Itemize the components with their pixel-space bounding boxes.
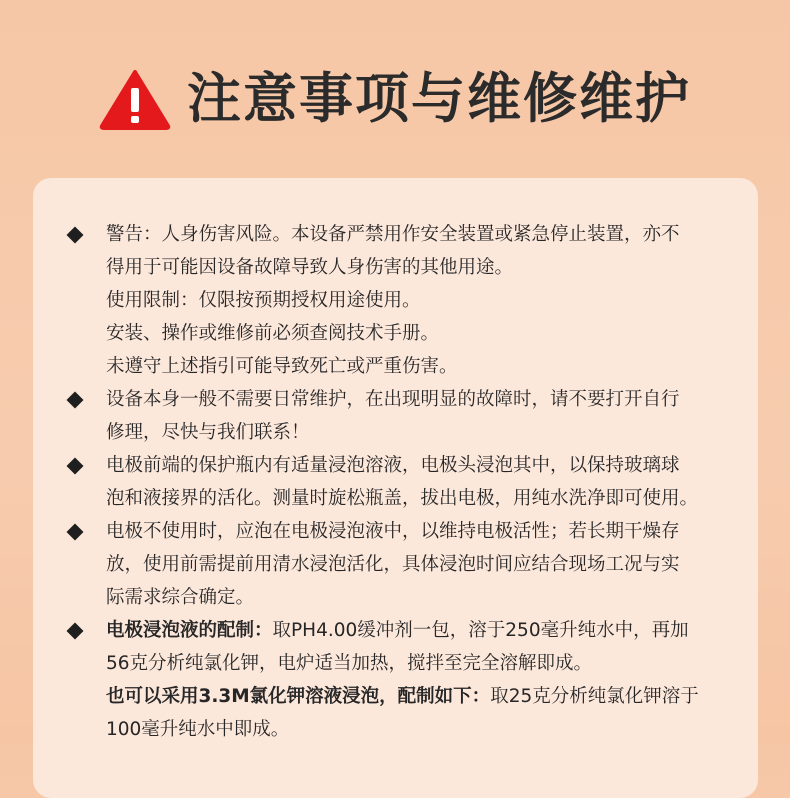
diamond-bullet-icon <box>67 392 84 409</box>
list-item-line: 电极不使用时，应泡在电极浸泡液中，以维持电极活性；若长期干燥存 <box>106 521 680 542</box>
list-item-line <box>106 680 699 713</box>
list-item-line: 使用限制：仅限按预期授权用途使用。 <box>106 290 421 311</box>
list-item-line <box>106 614 689 647</box>
warning-triangle-icon <box>99 68 171 130</box>
alt-solution-heading: 也可以采用3.3M氯化钾溶液浸泡，配制如下： <box>106 686 491 707</box>
page-title: 注意事项与维修维护 <box>187 67 691 130</box>
list-item-line: 修理，尽快与我们联系！ <box>106 422 310 443</box>
soak-solution-text: 取PH4.00缓冲剂一包，溶于250毫升纯水中，再加 <box>272 620 689 641</box>
soak-solution-heading: 电极浸泡液的配制： <box>106 620 273 641</box>
list-item-line: 56克分析纯氯化钾，电炉适当加热，搅拌至完全溶解即成。 <box>106 653 593 674</box>
diamond-bullet-icon <box>67 623 84 640</box>
title-row <box>0 64 790 134</box>
list-item-line: 警告：人身伤害风险。本设备严禁用作安全装置或紧急停止装置，亦不 <box>106 224 680 245</box>
list-item-line: 电极前端的保护瓶内有适量浸泡溶液，电极头浸泡其中，以保持玻璃球 <box>106 455 680 476</box>
list-item-line: 安装、操作或维修前必须查阅技术手册。 <box>106 323 440 344</box>
list-item-line: 放，使用前需提前用清水浸泡活化，具体浸泡时间应结合现场工况与实 <box>106 554 680 575</box>
notice-card <box>33 178 758 798</box>
list-item-line: 设备本身一般不需要日常维护，在出现明显的故障时，请不要打开自行 <box>106 389 680 410</box>
list-item-line: 得用于可能因设备故障导致人身伤害的其他用途。 <box>106 257 514 278</box>
diamond-bullet-icon <box>67 524 84 541</box>
list-item-line: 际需求综合确定。 <box>106 587 255 608</box>
diamond-bullet-icon <box>67 227 84 244</box>
alt-solution-text: 取25克分析纯氯化钾溶于 <box>490 686 699 707</box>
diamond-bullet-icon <box>67 458 84 475</box>
list-item-line: 泡和液接界的活化。测量时旋松瓶盖，拔出电极，用纯水洗净即可使用。 <box>106 488 699 509</box>
list-item-line: 100毫升纯水中即成。 <box>106 719 290 740</box>
list-item-line: 未遵守上述指引可能导致死亡或严重伤害。 <box>106 356 458 377</box>
